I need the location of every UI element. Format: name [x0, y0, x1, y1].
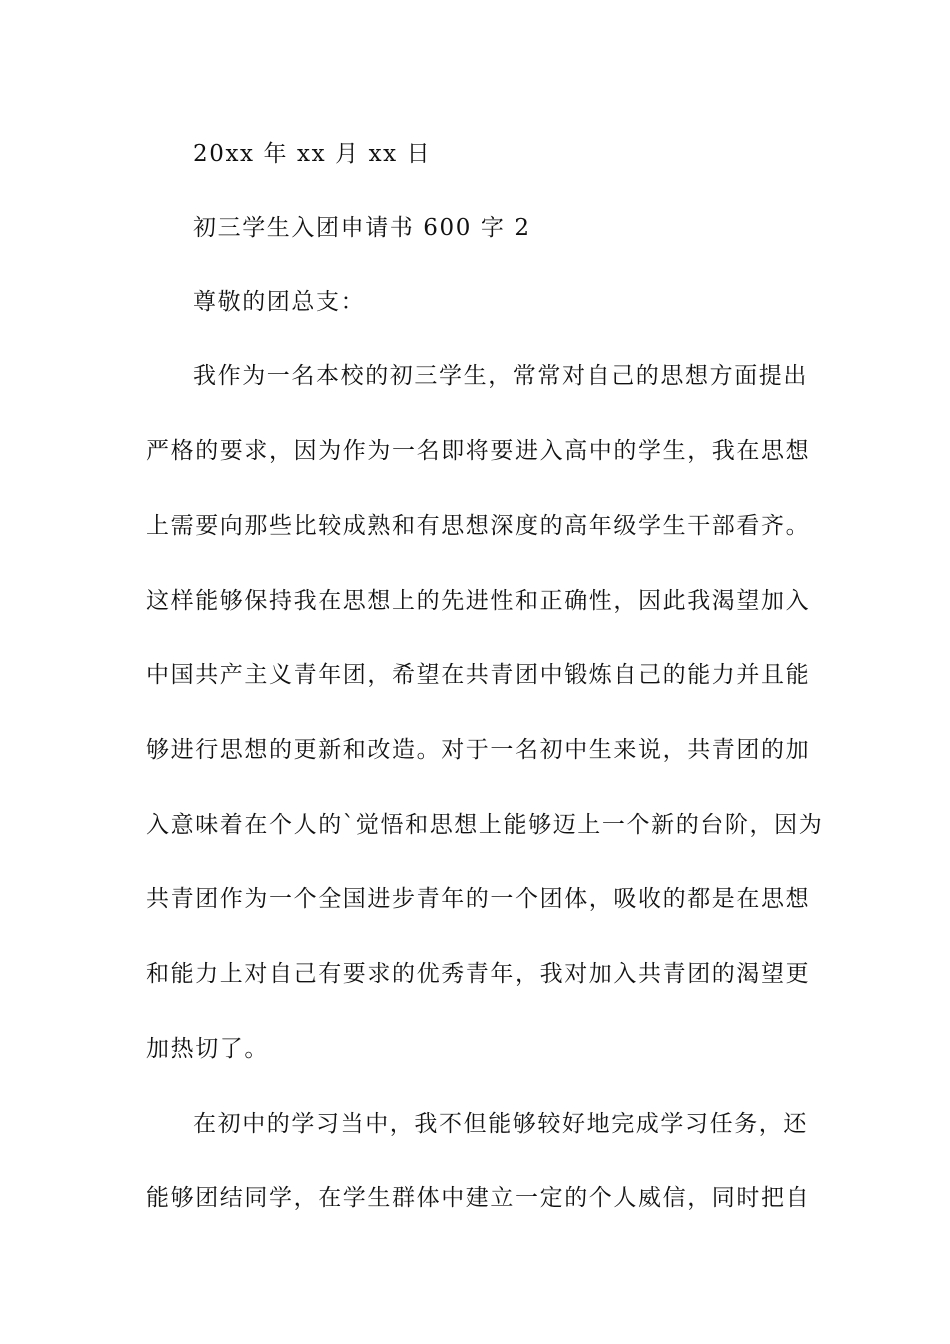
- paragraph-1-line: 我作为一名本校的初三学生，常常对自己的思想方面提出: [193, 363, 808, 389]
- paragraph-1-line: 够进行思想的更新和改造。对于一名初中生来说，共青团的加: [146, 737, 811, 763]
- paragraph-1-line: 严格的要求，因为作为一名即将要进入高中的学生，我在思想: [146, 438, 811, 464]
- paragraph-1-line: 加热切了。: [146, 1036, 269, 1062]
- paragraph-1-line: 共青团作为一个全国进步青年的一个团体，吸收的都是在思想: [146, 886, 811, 912]
- date-line: 20xx 年 xx 月 xx 日: [193, 141, 432, 167]
- paragraph-2-line: 在初中的学习当中，我不但能够较好地完成学习任务，还: [193, 1111, 808, 1137]
- salutation: 尊敬的团总支：: [193, 289, 366, 315]
- paragraph-1-line: 入意味着在个人的`觉悟和思想上能够迈上一个新的台阶，因为: [146, 812, 824, 838]
- paragraph-1-line: 中国共产主义青年团，希望在共青团中锻炼自己的能力并且能: [146, 662, 811, 688]
- paragraph-1-line: 上需要向那些比较成熟和有思想深度的高年级学生干部看齐。: [146, 513, 811, 539]
- paragraph-1-line: 和能力上对自己有要求的优秀青年，我对加入共青团的渴望更: [146, 961, 811, 987]
- document-title: 初三学生入团申请书 600 字 2: [193, 215, 531, 241]
- paragraph-1-line: 这样能够保持我在思想上的先进性和正确性，因此我渴望加入: [146, 588, 811, 614]
- paragraph-2-line: 能够团结同学，在学生群体中建立一定的个人威信，同时把自: [146, 1185, 811, 1211]
